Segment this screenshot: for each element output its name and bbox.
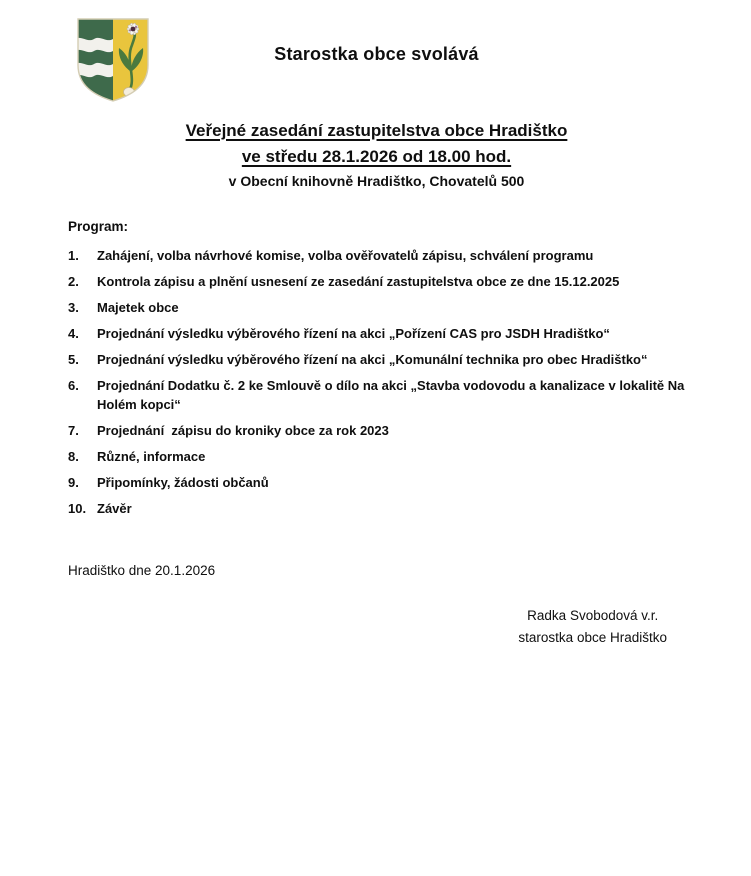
date-line: Hradištko dne 20.1.2026 (68, 563, 216, 578)
program-item (68, 298, 685, 317)
announcement-heading-line1-text: Veřejné zasedání zastupitelstva obce Hradištko (185, 121, 568, 140)
program-item (68, 272, 685, 291)
program-item-text: Kontrola zápisu a plnění usnesení ze zasedání zastupitelstva obce ze dne 15.12.2025 (97, 274, 620, 289)
program-item-text: Projednání Dodatku č. 2 ke Smlouvě o dílo na akci „Stavba vodovodu a kanalizace v lokalitě Na Holém kopci“ (97, 378, 688, 412)
program-item (68, 246, 685, 265)
coat-of-arms-icon (75, 17, 151, 103)
program-item-text: Připomínky, žádosti občanů (97, 475, 269, 490)
signature-title: starostka obce Hradištko (518, 630, 667, 645)
program-item (68, 376, 688, 414)
program-item (68, 350, 685, 369)
signature-name: Radka Svobodová v.r. (527, 608, 659, 623)
announcement-heading-line2-text: ve středu 28.1.2026 od 18.00 hod. (241, 147, 512, 166)
program-label: Program: (68, 219, 129, 234)
announcement-heading-line1 (68, 118, 685, 144)
program-item-number: 8. (68, 449, 79, 464)
program-item-number: 3. (68, 300, 79, 315)
program-item-text: Projednání výsledku výběrového řízení na akci „Komunální technika pro obec Hradištko“ (97, 352, 648, 367)
program-item (68, 473, 685, 492)
announcement-headings (68, 118, 685, 192)
program-item (68, 324, 685, 343)
announcement-venue: v Obecní knihovně Hradištko, Chovatelů 500 (228, 173, 525, 189)
document-header (68, 0, 685, 108)
program-item-number: 1. (68, 248, 79, 263)
signature-block (518, 605, 667, 649)
program-item-text: Projednání výsledku výběrového řízení na akci „Pořízení CAS pro JSDH Hradištko“ (97, 326, 610, 341)
program-item-number: 2. (68, 274, 79, 289)
program-item-text: Majetek obce (97, 300, 179, 315)
program-item-number: 4. (68, 326, 79, 341)
program-item-text: Zahájení, volba návrhové komise, volba ověřovatelů zápisu, schválení programu (97, 248, 594, 263)
program-item-number: 5. (68, 352, 79, 367)
program-item-text: Závěr (97, 501, 132, 516)
announcement-heading-line2 (68, 144, 685, 170)
program-item-text: Různé, informace (97, 449, 206, 464)
program-item-number: 7. (68, 423, 79, 438)
program-list (68, 246, 688, 518)
program-item (68, 447, 685, 466)
program-item (68, 421, 685, 440)
org-title: Starostka obce svolává (274, 44, 479, 64)
program-item-number: 10. (68, 501, 87, 516)
program-item-number: 6. (68, 378, 79, 393)
program-item (68, 499, 685, 518)
program-item-number: 9. (68, 475, 79, 490)
program-item-text: Projednání zápisu do kroniky obce za rok 2023 (97, 423, 389, 438)
